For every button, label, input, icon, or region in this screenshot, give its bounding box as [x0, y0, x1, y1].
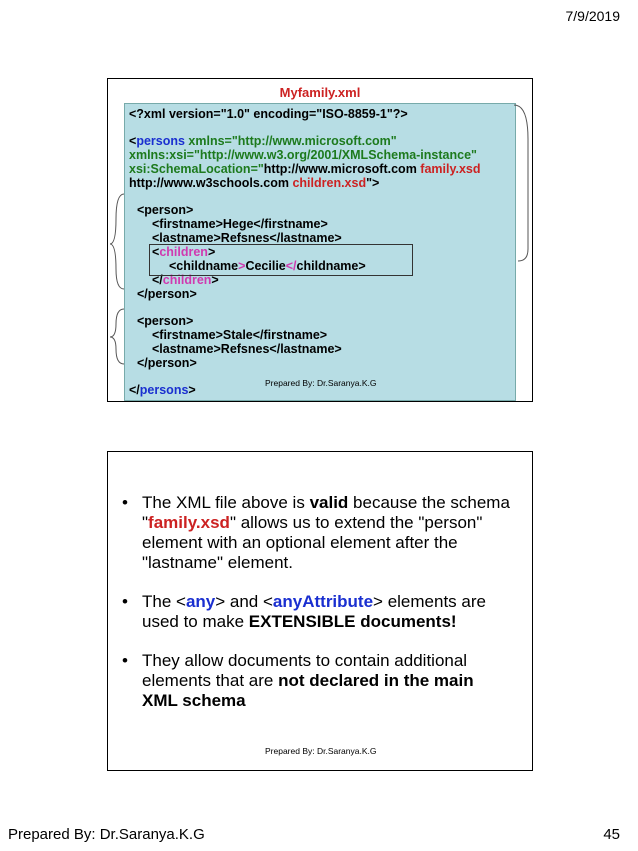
code-line-6: <person>: [137, 203, 194, 217]
bullet-icon: •: [122, 592, 128, 611]
code-line-12: </person>: [137, 287, 197, 301]
code-line-15: <lastname>Refsnes</lastname>: [152, 342, 342, 356]
bullet-icon: •: [122, 651, 128, 670]
code-line-4: xsi:SchemaLocation="http://www.microsoft.com family.xsd: [129, 162, 481, 176]
slide-thumbnail-2: [107, 451, 533, 771]
right-brace: [514, 105, 528, 261]
page-number: 45: [603, 826, 620, 843]
slide-thumbnail-1: [107, 78, 533, 402]
code-line-3: xmlns:xsi="http://www.w3.org/2001/XMLSchema-instance": [129, 148, 477, 162]
code-line-1: <?xml version="1.0" encoding="ISO-8859-1"?>: [129, 107, 408, 121]
code-line-5: http://www.w3schools.com children.xsd">: [129, 176, 380, 190]
bullet-item-2: • The <any> and <anyAttribute> elements are used to make EXTENSIBLE documents!: [122, 592, 486, 631]
code-line-11: </children>: [152, 273, 219, 287]
slide-title: Myfamily.xml: [279, 85, 361, 100]
date-label: 7/9/2019: [565, 8, 620, 24]
code-line-14: <firstname>Stale</firstname>: [152, 328, 328, 342]
left-brace-2: [110, 309, 124, 364]
prepared-by-note: Prepared By: Dr.Saranya.K.G: [265, 746, 377, 756]
code-line-8: <lastname>Refsnes</lastname>: [152, 231, 342, 245]
prepared-by-note: Prepared By: Dr.Saranya.K.G: [265, 378, 377, 388]
bullet-item-3: • They allow documents to contain additional elements that are not declared in the main XML schema: [122, 651, 474, 710]
bullet-item-1: • The XML file above is valid because the schema "family.xsd" allows us to extend the "person" element with an optional element after the "lastname" element.: [122, 493, 510, 572]
code-line-17: </persons>: [129, 383, 196, 397]
bracket-decorations: [108, 79, 532, 401]
bullet-list: [122, 493, 512, 730]
code-line-7: <firstname>Hege</firstname>: [152, 217, 328, 231]
code-line-2: <persons xmlns="http://www.microsoft.com": [129, 134, 397, 148]
footer-author: Prepared By: Dr.Saranya.K.G: [8, 826, 205, 843]
code-line-16: </person>: [137, 356, 197, 370]
bullet-icon: •: [122, 493, 128, 512]
code-line-9: <children>: [152, 245, 216, 259]
left-brace-1: [110, 194, 124, 289]
code-line-10: <childname>Cecilie</childname>: [169, 259, 366, 273]
code-line-13: <person>: [137, 314, 194, 328]
